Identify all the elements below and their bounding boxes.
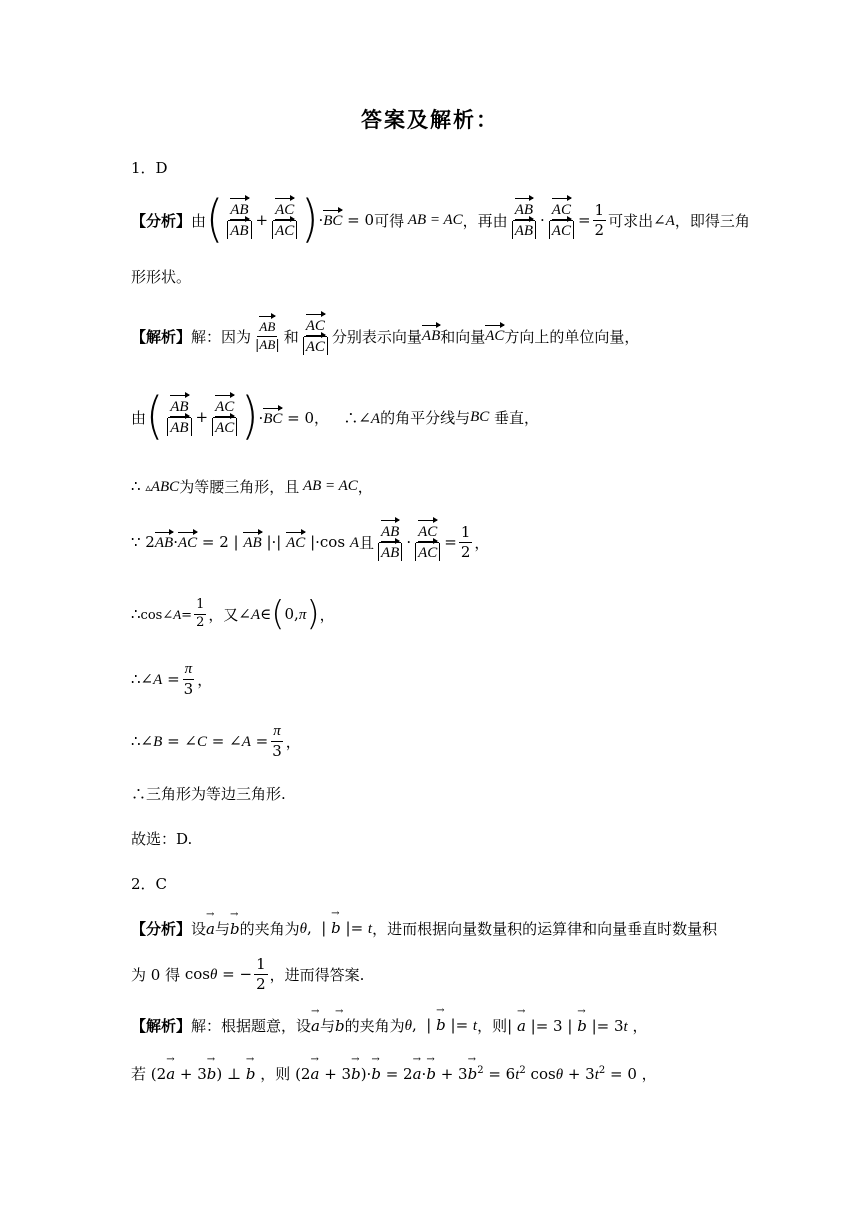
q1-line-perp: 垂直， [494, 408, 540, 427]
q1-choose: 故选：D. [131, 830, 193, 848]
frac-half-2: $\frac{1}{2}$ [460, 523, 471, 561]
paren-right: ) [301, 190, 319, 249]
q1-number: 1．D [131, 159, 168, 177]
frac-ab-unit-2: $\frac{AB}{AB}$ [510, 200, 538, 241]
q2-solution-then: ，则 [477, 1017, 508, 1035]
paren-left: ( [206, 190, 224, 249]
q1-solution-text1: 分别表示向量 [331, 327, 422, 346]
q2-last-line: 若 (2a → + 3b →) ⊥ b → ，则 (2a → + 3b →)·b → = 2a →·b → + $3b \to^2 = 6t^2$ $\cos\theta + 3t^2 = 0$ ， [131, 1063, 657, 1084]
q2-analysis-b: 与 [214, 920, 230, 938]
q2-analysis-e: 为 0 得 [131, 965, 181, 984]
q2-analysis-c: 的夹角为 [239, 920, 300, 938]
frac-ab-unit: $\frac{AB}{AB}$ [225, 200, 253, 241]
q2-analysis-f: ，进而得答案. [269, 965, 365, 984]
q1-line-dot: ∵ 2AB·AC = 2 | AB |·| AC |·cos A 且 $\frac{AB}{AB}$ · $\frac{AC}{AC}$ = $\frac{1}{2}$ ， [131, 523, 490, 561]
q1-answer [131, 157, 168, 178]
q2-analysis-cont: 为 0 得 cosθ = − $\frac{1}{2}$ ，进而得答案. [131, 955, 365, 993]
frac-ac-unit-4: $\frac{AC}{AC}$ [413, 522, 442, 563]
page-title: 答案及解析： [361, 108, 499, 132]
paren-right-2: ) [241, 387, 259, 446]
q1-solution-text3: 方向上的单位向量， [504, 327, 640, 346]
q2-analysis-d: ，进而根据向量数量积的运算律和向量垂直时数量积 [372, 920, 718, 938]
q2-analysis-tag: 【分析】 [131, 920, 192, 938]
q1-analysis-mid1: 可得 [374, 211, 405, 230]
q2-solution-a: 解：根据题意，设 [191, 1017, 312, 1035]
q1-solution-text2: 和向量 [440, 327, 486, 346]
frac-half-3: $\frac{1}{2}$ [196, 597, 205, 630]
q1-solution-intro: 解：因为 [191, 327, 252, 346]
q1-analysis-mid4: ，即得三角 [674, 211, 750, 230]
q1-analysis-mid2: ，再由 [462, 211, 508, 230]
q1-line-also: ，又 [208, 605, 239, 624]
q1-conclusion: ∴三角形为等边三角形. [131, 785, 286, 803]
q1-line-angle-a: ∴∠A = $\frac{\pi}{3}$ ， [131, 661, 213, 698]
frac-ac-unit-3: $\frac{AC}{AC}$ [210, 397, 239, 438]
q2-solution-tag: 【解析】 [131, 1017, 192, 1035]
paren-close-interval: ) [306, 594, 320, 634]
q2-last-if: 若 [131, 1065, 147, 1083]
q1-analysis-tag: 【分析】 [131, 211, 192, 230]
frac-ab-unit-4: $\frac{AB}{AB}$ [376, 522, 404, 563]
frac-pi-3-b: $\frac{\pi}{3}$ [272, 723, 282, 760]
q1-analysis-prefix: 由 [191, 211, 207, 230]
q2-answer: 2．C [131, 875, 168, 893]
q1-line-bisector: 的角平分线与 [380, 408, 471, 427]
frac-ab-unit-3: $\frac{AB}{AB}$ [165, 397, 193, 438]
paren-left-2: ( [146, 387, 164, 446]
q1-solution-tag: 【解析】 [131, 327, 192, 346]
frac-pi-3: $\frac{\pi}{3}$ [183, 661, 194, 698]
q1-analysis-line: 【分析】 由 ( $\frac{AB}{AB}$ + $\frac{AC}{AC}$ ) ·BC = 0 可得 AB = AC ，再由 $\frac{AB}{AB}$ · $\frac{AC}{AC}$ = $\frac{1}{2}$ 可求出 ∠A ，即得三角 [131, 190, 750, 249]
q2-solution-b: 与 [319, 1017, 335, 1035]
q1-line-by: 由 ( $\frac{AB}{AB}$ + $\frac{AC}{AC}$ ) ·BC = 0， ∴∠A 的角平分线与 BC 垂直， [131, 387, 540, 446]
frac-half-4: $\frac{1}{2}$ [256, 955, 266, 993]
paren-open-interval: ( [271, 594, 285, 634]
q1-line-by-text: 由 [131, 408, 147, 427]
q1-line-angles-equal: ∴∠B = ∠C = ∠A = $\frac{\pi}{3}$ ， [131, 723, 301, 760]
frac-ac-unit-2: $\frac{AC}{AC}$ [547, 200, 576, 241]
frac-ab-small: $\frac{AB}{|AB|}$ [255, 318, 280, 353]
frac-ac-unit: $\frac{AC}{AC}$ [270, 200, 299, 241]
q2-solution-c: 的夹角为 [344, 1017, 405, 1035]
frac-half: $\frac{1}{2}$ [594, 200, 605, 239]
q2-analysis-a: 设 [191, 920, 207, 938]
frac-ac-solution: $\frac{AC}{AC}$ [301, 316, 330, 357]
q1-analysis-mid3: 可求出 [608, 211, 654, 230]
q1-analysis-cont: 形形状。 [131, 268, 192, 286]
q1-line-and: 且 [358, 533, 374, 552]
q1-line-cos: ∴cos∠A= $\frac{1}{2}$ ，又 ∠A∈ ( 0,π ) ， [131, 594, 335, 634]
q2-solution-line: 【解析】 解：根据题意，设 a → 与 b → 的夹角为 θ, | b → |= t ，则 | a → |= 3 | b → |= 3t ， [131, 1015, 647, 1036]
q1-solution-and: 和 [283, 327, 299, 346]
q2-last-then: ，则 [260, 1065, 291, 1083]
q1-line-iso-text: 为等腰三角形，且 [179, 478, 300, 496]
q2-analysis-line: 【分析】 设 a → 与 b → 的夹角为 θ, | b → |= t ，进而根据向量数量积的运算律和向量垂直时数量积 [131, 918, 717, 939]
q1-line-iso: ∴ ▵ABC 为等腰三角形，且 AB = AC ， [131, 477, 373, 496]
q1-solution-line: 【解析】 解：因为 $\frac{AB}{|AB|}$ 和 $\frac{AC}{AC}$ 分别表示向量 AB 和向量 AC 方向上的单位向量， [131, 318, 640, 355]
